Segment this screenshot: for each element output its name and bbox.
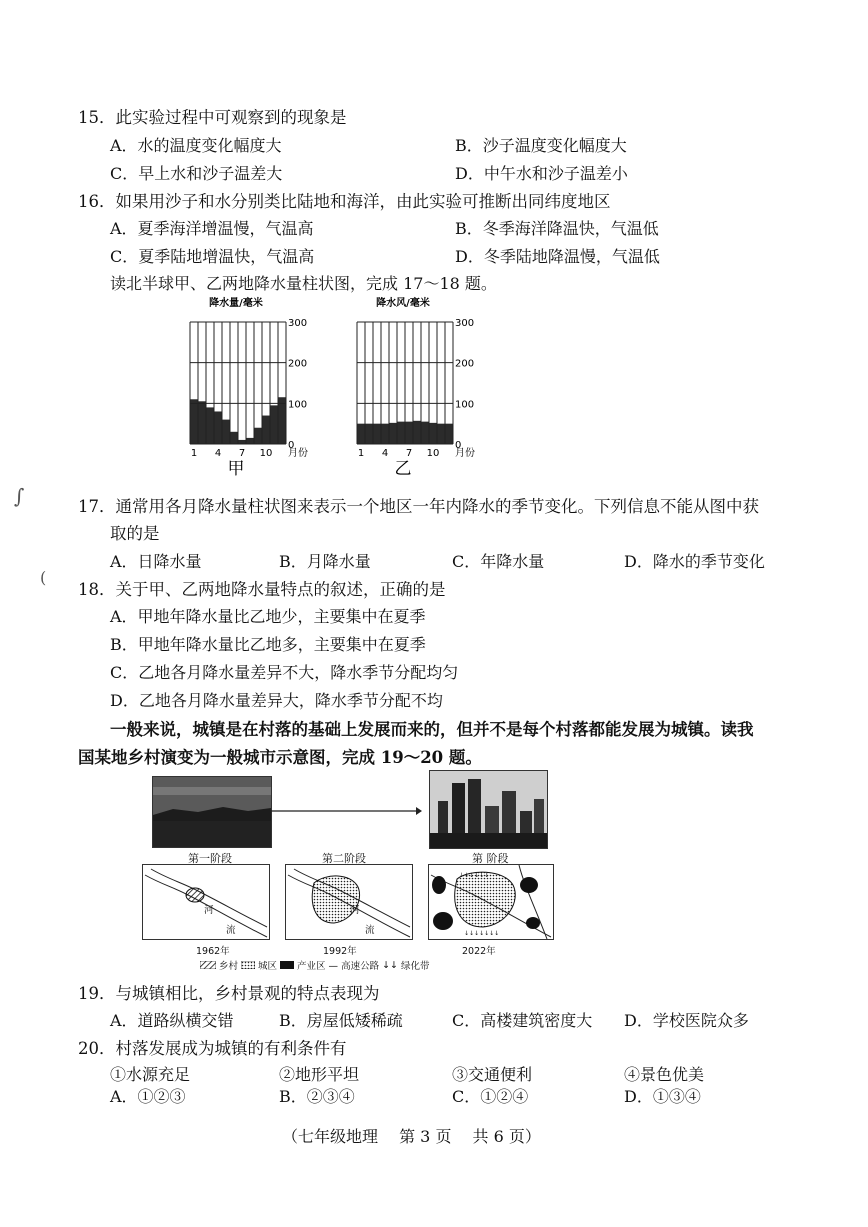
intro-17-18: 读北半球甲、乙两地降水量柱状图，完成 17～18 题。 xyxy=(110,274,497,293)
q15-option-c: C．早上水和沙子温差大 xyxy=(110,164,283,183)
industry-swatch-icon xyxy=(280,961,294,969)
chart-bar xyxy=(230,432,238,444)
chart-y-tick-label: 200 xyxy=(455,358,475,370)
photo-stage1 xyxy=(152,776,272,848)
intro-19-20-line2: 国某地乡村演变为一般城市示意图，完成 19～20 题。 xyxy=(78,748,482,767)
chart-x-tick-label: 4 xyxy=(381,448,389,459)
q20-option-b: B．②③④ xyxy=(279,1087,355,1106)
q16-stem: 16．如果用沙子和水分别类比陆地和海洋，由此实验可推断出同纬度地区 xyxy=(78,192,611,211)
chart-y-axis-label: 降水量/毫米 xyxy=(209,298,263,309)
stage2-label: 第二阶段 xyxy=(322,852,366,865)
chart-x-tick-label: 7 xyxy=(238,448,246,459)
chart-bar xyxy=(445,424,453,444)
year-1992: 1992年 xyxy=(323,946,357,957)
q15-option-b: B．沙子温度变化幅度大 xyxy=(455,136,627,155)
page-footer: （七年级地理 第 3 页 共 6 页） xyxy=(282,1127,541,1146)
chart-x-tick-label: 7 xyxy=(405,448,413,459)
q18-option-b: B．甲地年降水量比乙地多，主要集中在夏季 xyxy=(110,635,426,654)
q19-option-a: A．道路纵横交错 xyxy=(110,1011,234,1030)
q16-option-a: A．夏季海洋增温慢，气温高 xyxy=(110,219,314,238)
q20-condition-3: ③交通便利 xyxy=(452,1065,533,1084)
q16-option-c: C．夏季陆地增温快，气温高 xyxy=(110,247,315,266)
legend-industry: 产业区 xyxy=(297,961,326,972)
chart-y-tick-label: 100 xyxy=(455,399,475,411)
chart-bar xyxy=(373,424,381,444)
chart-bar xyxy=(198,401,206,444)
q20-condition-4: ④景色优美 xyxy=(624,1065,705,1084)
map1-river-label-b: 流 xyxy=(226,925,236,936)
chart-bar xyxy=(222,420,230,444)
chart-bar xyxy=(270,405,278,444)
chart-bar xyxy=(397,422,405,444)
chart-title: 甲 xyxy=(227,459,245,479)
q17-option-a: A．日降水量 xyxy=(110,552,202,571)
chart-x-tick-label: 4 xyxy=(214,448,222,459)
year-1962: 1962年 xyxy=(196,946,230,957)
legend-village: 乡村 xyxy=(219,961,239,972)
chart-title: 乙 xyxy=(394,459,412,479)
chart-bar xyxy=(421,422,429,444)
q20-option-d: D．①③④ xyxy=(624,1087,701,1106)
q17-stem-line2: 取的是 xyxy=(110,524,160,543)
intro-19-20-line1: 一般来说，城镇是在村落的基础上发展而来的，但并不是每个村落都能发展为城镇。读我 xyxy=(110,720,754,739)
svg-text:↓↓↓↓↓↓↓: ↓↓↓↓↓↓↓ xyxy=(464,930,500,937)
q19-option-b: B．房屋低矮稀疏 xyxy=(279,1011,403,1030)
chart-x-axis-label: 月份 xyxy=(455,448,475,459)
q17-option-b: B．月降水量 xyxy=(279,552,371,571)
chart-bar xyxy=(413,421,421,444)
chart-bar xyxy=(278,397,286,444)
chart-bar xyxy=(365,424,373,444)
urban-swatch-icon xyxy=(241,961,255,969)
chart-bar xyxy=(246,438,254,444)
village-swatch-icon xyxy=(200,961,216,969)
chart-bar xyxy=(206,407,214,444)
legend-green: 绿化带 xyxy=(401,961,430,972)
q20-option-c: C．①②④ xyxy=(452,1087,529,1106)
stage3-label: 第 阶段 xyxy=(472,852,509,865)
stage1-label: 第一阶段 xyxy=(188,852,232,865)
q15-option-d: D．中午水和沙子温差小 xyxy=(455,164,628,183)
q20-option-a: A．①②③ xyxy=(110,1087,186,1106)
q18-option-a: A．甲地年降水量比乙地少，主要集中在夏季 xyxy=(110,607,426,626)
chart-bar xyxy=(190,399,198,444)
map1-river-label: 河 xyxy=(204,905,214,916)
chart-bar xyxy=(381,424,389,444)
green-belt-icon: ↓↓ xyxy=(382,959,398,971)
q17-stem-line1: 17．通常用各月降水量柱状图来表示一个地区一年内降水的季节变化。下列信息不能从图中获 xyxy=(78,497,759,516)
q20-condition-1: ①水源充足 xyxy=(110,1065,191,1084)
q17-option-d: D．降水的季节变化 xyxy=(624,552,765,571)
chart-bar xyxy=(429,423,437,444)
map2-river-label-b: 流 xyxy=(365,925,375,936)
photo-stage3 xyxy=(429,770,548,849)
q20-condition-2: ②地形平坦 xyxy=(279,1065,360,1084)
pencil-mark-2: ( xyxy=(40,568,47,587)
chart-y-tick-label: 100 xyxy=(288,399,308,411)
legend-urban: 城区 xyxy=(258,961,278,972)
q16-option-b: B．冬季海洋降温快，气温低 xyxy=(455,219,659,238)
map-2022 xyxy=(428,864,554,940)
precipitation-charts xyxy=(170,292,480,482)
q19-stem: 19．与城镇相比，乡村景观的特点表现为 xyxy=(78,984,380,1003)
chart-y-tick-label: 0 xyxy=(288,440,295,451)
chart-yi xyxy=(357,296,475,479)
chart-y-tick-label: 200 xyxy=(288,358,308,370)
pencil-mark: ∫ xyxy=(14,484,25,508)
chart-bar xyxy=(214,411,222,444)
q15-option-a: A．水的温度变化幅度大 xyxy=(110,136,282,155)
chart-y-tick-label: 300 xyxy=(288,318,308,329)
q16-option-d: D．冬季陆地降温慢，气温低 xyxy=(455,247,660,266)
chart-x-axis-label: 月份 xyxy=(288,448,308,459)
q18-option-c: C．乙地各月降水量差异不大，降水季节分配均匀 xyxy=(110,663,459,682)
q19-option-c: C．高楼建筑密度大 xyxy=(452,1011,593,1030)
chart-y-tick-label: 300 xyxy=(455,318,475,329)
chart-x-tick-label: 10 xyxy=(426,448,440,459)
q19-option-d: D．学校医院众多 xyxy=(624,1011,749,1030)
q18-stem: 18．关于甲、乙两地降水量特点的叙述，正确的是 xyxy=(78,580,446,599)
q15-stem: 15．此实验过程中可观察到的现象是 xyxy=(78,108,347,127)
chart-y-tick-label: 0 xyxy=(455,440,462,451)
map-1992 xyxy=(285,864,413,940)
chart-bar xyxy=(262,416,270,444)
chart-bar xyxy=(238,440,246,444)
legend-highway: — 高速公路 xyxy=(328,961,380,972)
arrow-stage1-to-3 xyxy=(270,806,422,816)
q20-stem: 20．村落发展成为城镇的有利条件有 xyxy=(78,1039,347,1058)
chart-x-tick-label: 1 xyxy=(357,448,365,459)
q17-option-c: C．年降水量 xyxy=(452,552,545,571)
chart-bar xyxy=(437,424,445,444)
chart-bar xyxy=(357,424,365,444)
figure-legend xyxy=(200,958,430,972)
chart-y-axis-label: 降水风/毫米 xyxy=(376,298,430,309)
chart-bar xyxy=(254,428,262,444)
map2-river-label: 河 xyxy=(350,905,360,916)
chart-x-tick-label: 1 xyxy=(190,448,198,459)
chart-bar xyxy=(389,423,397,444)
q18-option-d: D．乙地各月降水量差异大，降水季节分配不均 xyxy=(110,691,443,710)
svg-text:↓↓↓↓↓↓: ↓↓↓↓↓↓ xyxy=(459,872,490,879)
chart-jia xyxy=(190,296,308,479)
chart-bar xyxy=(405,422,413,444)
chart-x-tick-label: 10 xyxy=(259,448,273,459)
year-2022: 2022年 xyxy=(462,946,496,957)
